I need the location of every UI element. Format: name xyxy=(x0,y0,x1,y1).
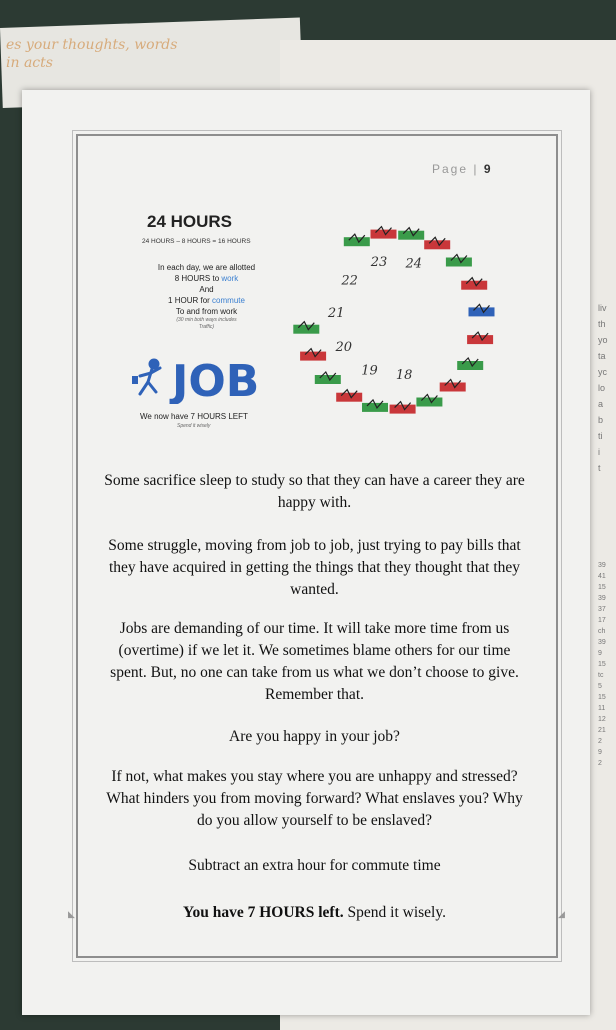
info-line-6: (30 min both ways includes xyxy=(176,317,237,323)
background-book-number: 41 xyxy=(598,573,606,580)
page-label: Page xyxy=(432,162,469,176)
info-line-5: To and from work xyxy=(175,307,238,316)
clock-hour-number: 24 xyxy=(405,256,423,272)
background-book-number: 2 xyxy=(598,760,602,767)
page-number-header: Page | 9 xyxy=(432,162,493,176)
background-book-number: 9 xyxy=(598,650,602,657)
paragraph-7 xyxy=(102,902,527,924)
corner-ornament-bottom-right: ◢ xyxy=(558,910,565,920)
briefcase-icon xyxy=(132,376,138,384)
background-book-word: b xyxy=(598,415,604,425)
page-number: 9 xyxy=(483,162,493,176)
background-book-number: 2 xyxy=(598,738,602,745)
background-book-word: ta xyxy=(598,351,606,361)
background-book-number: 9 xyxy=(598,749,602,756)
background-book-number: 37 xyxy=(598,606,606,613)
clock-hour-number: 20 xyxy=(335,340,353,355)
background-book-word: t xyxy=(598,463,601,473)
hours-left-label: We now have 7 HOURS LEFT xyxy=(140,412,248,421)
paragraph-3: Jobs are demanding of our time. It will take more time from us (overtime) if we let it. We sometimes blame others for our time spent. But, no one can take from us what we don’t choose to give. Remember that. xyxy=(110,620,519,703)
clock-hour-number: 19 xyxy=(361,363,378,379)
background-book-numbers xyxy=(598,560,616,769)
paragraph-5: If not, what makes you stay where you are unhappy and stressed? What hinders you from moving forward? What enslaves you? Why do you allow yourself to be enslaved? xyxy=(106,768,523,829)
hours-clock-graphic xyxy=(284,222,504,422)
clock-hour-number: 22 xyxy=(341,273,358,289)
info-line-3: And xyxy=(199,285,214,294)
paragraph-6: Subtract an extra hour for commute time xyxy=(188,857,441,874)
info-line-4-text: 1 HOUR for xyxy=(168,296,213,305)
paragraph-4: Are you happy in your job? xyxy=(229,728,400,745)
background-book-word: a xyxy=(598,399,604,409)
info-line-2 xyxy=(134,273,279,284)
background-book-number: tc xyxy=(598,672,604,679)
background-book-number: 39 xyxy=(598,639,606,646)
background-book-word: ti xyxy=(598,431,603,441)
clock-hour-number: 18 xyxy=(395,368,413,384)
paragraph-1: Some sacrifice sleep to study so that they can have a career they are happy with. xyxy=(104,472,525,511)
info-line-4 xyxy=(134,295,279,306)
background-book-number: 39 xyxy=(598,562,606,569)
corner-ornament-bottom-left: ◣ xyxy=(68,910,75,920)
clock-hour-number: 21 xyxy=(327,305,345,321)
document-page xyxy=(22,90,590,1015)
background-book-number: 17 xyxy=(598,617,606,624)
clock-hour-number: 23 xyxy=(370,255,388,270)
background-book-number: 12 xyxy=(598,716,606,723)
background-book-word: liv xyxy=(598,303,607,313)
background-book-number: 21 xyxy=(598,727,606,734)
background-book-word: yo xyxy=(598,335,608,345)
background-book-number: 15 xyxy=(598,694,606,701)
paragraph-7-rest: Spend it wisely. xyxy=(343,904,446,921)
commute-highlight: commute xyxy=(212,296,245,305)
background-book-number: 39 xyxy=(598,595,606,602)
background-book-number: 11 xyxy=(598,705,606,712)
info-line-2-text: 8 HOURS to xyxy=(174,274,222,283)
infographic-math: 24 HOURS – 8 HOURS = 16 HOURS xyxy=(142,238,251,245)
job-logo xyxy=(128,348,288,404)
infographic-title: 24 HOURS xyxy=(147,212,233,231)
hours-left-sub: Spend it wisely xyxy=(177,423,211,429)
work-highlight: work xyxy=(221,274,239,283)
background-book-number: 5 xyxy=(598,683,602,690)
background-book-word: lo xyxy=(598,383,606,393)
paragraph-7-bold: You have 7 HOURS left. xyxy=(183,904,344,921)
background-book-word: th xyxy=(598,319,606,329)
background-book-number: 15 xyxy=(598,661,606,668)
infographic-description xyxy=(134,262,279,331)
running-figure-icon xyxy=(140,360,160,394)
background-handwriting: es your thoughts, words in acts xyxy=(6,37,178,71)
info-line-7: Traffic) xyxy=(198,324,215,330)
background-book-number: ch xyxy=(598,628,606,635)
job-logo-text: JOB xyxy=(172,356,260,404)
background-book-word: yc xyxy=(598,367,607,377)
info-line-1: In each day, we are allotted xyxy=(157,263,256,272)
background-book-word: i xyxy=(598,447,600,457)
background-book-number: 15 xyxy=(598,584,606,591)
paragraph-2: Some struggle, moving from job to job, just trying to pay bills that they have acquired in getting the things that they thought that they wanted. xyxy=(108,537,521,598)
background-book-words xyxy=(598,300,616,476)
